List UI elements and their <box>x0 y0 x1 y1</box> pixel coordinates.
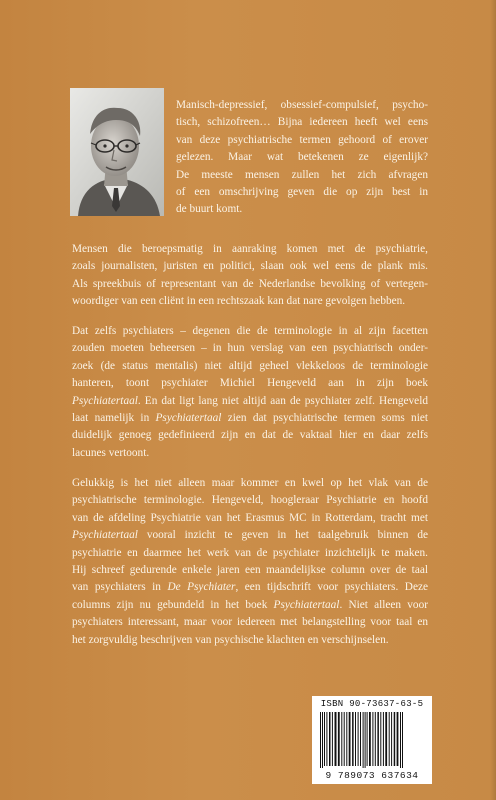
text-line: woordiger van een cliënt in een rechtszaak kan dat nare gevolgen hebben. <box>72 295 406 308</box>
author-photo <box>70 88 164 216</box>
barcode-bar <box>324 712 325 766</box>
barcode-bar <box>332 712 333 766</box>
barcode-bar <box>367 712 368 766</box>
text-line: psychiatrische terminologie. Hengeveld, hoogleraar Psychiatrie en hoofd <box>72 494 428 507</box>
barcode-bar <box>358 712 359 766</box>
text-line: Dat zelfs psychiaters – degenen die de terminologie in al zijn facetten <box>72 325 428 337</box>
barcode-bar <box>402 712 403 768</box>
intro-paragraph <box>176 97 428 219</box>
barcode-bar <box>355 712 356 766</box>
barcode-bar <box>377 712 379 766</box>
book-title-italic: Psychiatertaal <box>155 412 222 425</box>
text-line: duidelijk genoeg gedefinieerd zijn en dat de vaktaal hier en daar zelfs <box>72 429 428 442</box>
barcode-bar <box>335 712 337 766</box>
text-line: Hij schreef gedurende enkele jaren een maandelijkse column over de taal <box>72 564 428 577</box>
barcode-bar <box>400 712 401 768</box>
author-portrait-image <box>70 88 164 216</box>
book-title-italic: Psychiatertaal <box>273 598 340 611</box>
text-line: laat namelijk in Psychiatertaal zien dat psychiatrische termen soms niet <box>72 412 429 425</box>
barcode-digits: 9 789073 637634 <box>325 770 419 781</box>
text-line: Psychiatertaal. En dat ligt lang niet altijd aan de psychiater zelf. Hengeveld <box>72 394 428 407</box>
text-line: lacunes vertoont. <box>72 446 150 459</box>
text-line: Mensen die beroepsmatig in aanraking komen met de psychiatrie, <box>72 243 428 255</box>
text-line: gelezen. Maar wat betekenen ze eigenlijk? <box>176 151 428 164</box>
barcode-bars <box>320 712 424 768</box>
barcode-bar <box>329 712 331 766</box>
barcode-bar <box>369 712 371 766</box>
text-line: tisch, schizofreen… Bijna iedereen heeft wel eens <box>176 116 428 129</box>
text-line: van deze psychiatrische termen gehoord of erover <box>176 133 428 146</box>
barcode-bar <box>380 712 381 766</box>
barcode-label <box>312 696 432 784</box>
barcode-bar <box>344 712 345 766</box>
barcode-bar <box>349 712 351 766</box>
text-line: hanteren, toont psychiater Michiel Hengeveld aan in zijn boek <box>72 377 428 390</box>
barcode-bar <box>346 712 347 766</box>
text-line: zouden moeten beheersen – in hun verslag van een psychiatrisch onder- <box>72 342 428 355</box>
barcode-bar <box>372 712 373 766</box>
text-line: Manisch-depressief, obsessief-compulsief, psycho- <box>176 99 428 111</box>
text-line: psychiatrie en daarmee het werk van de psychiater inzichtelijk te maken. <box>72 546 428 559</box>
text-line: de buurt komt. <box>176 203 243 216</box>
barcode-bar <box>397 712 399 766</box>
text-line: Psychiatertaal vooral inzicht te geven in het taalgebruik binnen de <box>72 529 428 542</box>
text-line: psychiaters interessant, maar voor iedereen met belangstelling voor taal en <box>72 616 428 629</box>
barcode-bar <box>352 712 354 766</box>
text-line: Gelukkig is het niet alleen maar kommer en kwel op het vlak van de <box>72 477 428 489</box>
barcode-bar <box>394 712 396 766</box>
book-title-italic: Psychiatertaal <box>72 394 138 407</box>
barcode-bar <box>375 712 376 766</box>
barcode-bar <box>338 712 340 766</box>
text-line: van psychiaters in De Psychiater, een tijdschrift voor psychiaters. Deze <box>72 581 428 594</box>
text-line: columns zijn nu gebundeld in het boek Psychiatertaal. Niet alleen voor <box>72 598 428 611</box>
professionals-paragraph <box>72 241 428 311</box>
book-title-italic: Psychiatertaal <box>72 529 138 542</box>
text-line: het zorgvuldig beschrijven van psychische klachten en verschijnselen. <box>72 633 389 646</box>
barcode-bar <box>320 712 321 768</box>
text-line: of een omschrijving geven die op zijn best in <box>176 186 428 199</box>
barcode-bar <box>322 712 323 768</box>
barcode-bar <box>365 712 366 768</box>
barcode-bar <box>363 712 364 768</box>
barcode-bar <box>341 712 342 766</box>
text-line: zoals journalisten, juristen en politici, slaan ook wel eens de plank mis. <box>72 260 428 273</box>
text-line: zoek (de status mentalis) niet altijd geheel vlekkeloos de terminologie <box>72 359 428 372</box>
book-title-italic: De Psychiater <box>167 581 236 594</box>
barcode-bar <box>360 712 361 766</box>
psychiatrists-paragraph <box>72 323 428 462</box>
barcode-bar <box>383 712 384 766</box>
barcode-bar <box>389 712 390 766</box>
barcode-bar <box>385 712 387 766</box>
isbn-number: ISBN 90-73637-63-5 <box>320 699 424 709</box>
barcode-bar <box>391 712 392 766</box>
text-line: van de afdeling Psychiatrie van het Erasmus MC in Rotterdam, tracht met <box>72 511 428 524</box>
text-line: De meeste mensen zullen het zich afvragen <box>176 168 428 181</box>
barcode-bar <box>326 712 327 766</box>
text-line: Als spreekbuis of representant van de Nederlandse bevolking of vertegen- <box>72 277 428 290</box>
hengeveld-paragraph <box>72 475 428 649</box>
